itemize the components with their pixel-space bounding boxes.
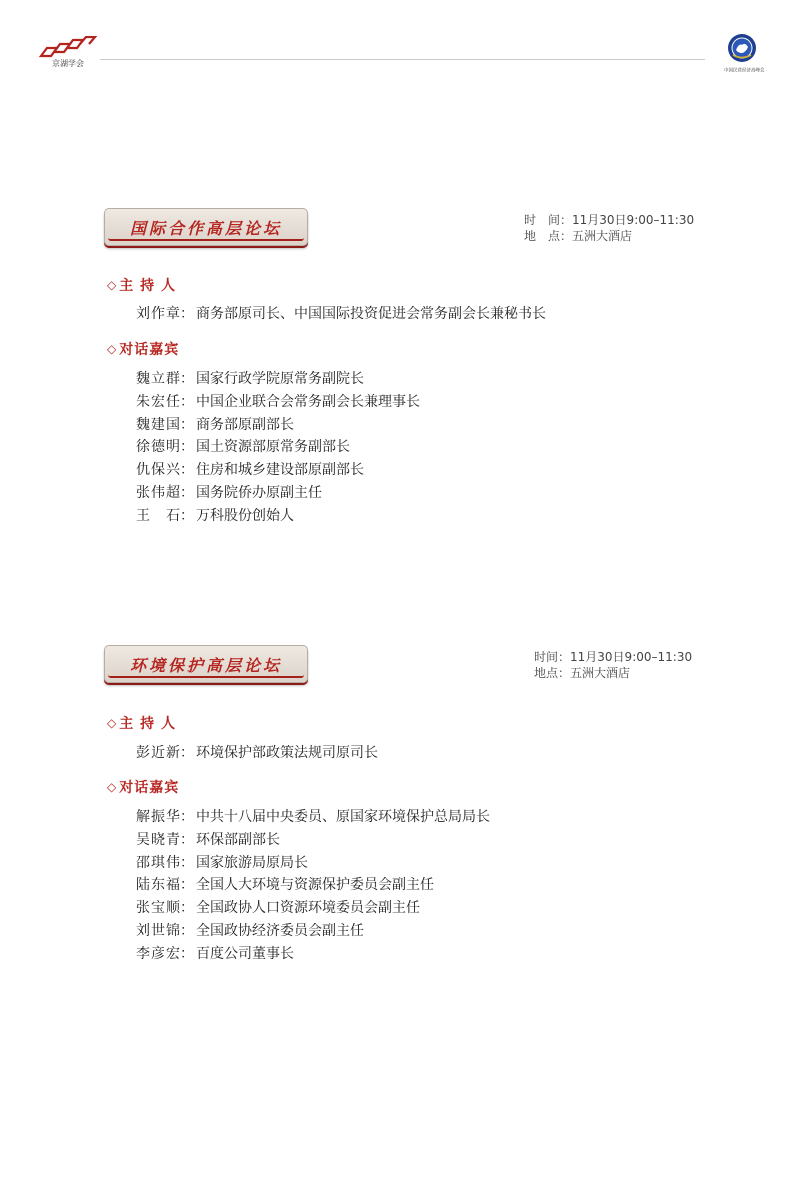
time-label: 时间： xyxy=(534,650,571,664)
forum-title: 国际合作高层论坛 xyxy=(129,218,282,238)
person-title: 中共十八届中央委员、原国家环境保护总局局长 xyxy=(196,809,490,825)
person-title: 国家旅游局原局长 xyxy=(196,854,308,871)
place-label: 地 点： xyxy=(524,229,573,243)
person-title: 国家行政学院原常务副院长 xyxy=(196,371,364,387)
person-name: 魏立群 xyxy=(136,371,180,387)
forum-meta xyxy=(524,212,694,244)
person-name: 王石 xyxy=(136,507,180,524)
guest-list xyxy=(136,806,490,966)
place-row xyxy=(524,228,694,244)
host-heading xyxy=(107,713,176,733)
person-name: 张宝顺 xyxy=(136,900,180,917)
list-item: 张宝顺 ： 全国政协人口资源环境委员会副主任 xyxy=(136,897,490,920)
guest-list xyxy=(136,368,420,528)
list-item: 彭近新 ： 环境保护部政策法规司原司长 xyxy=(136,742,378,765)
person-title: 商务部原司长、中国国际投资促进会常务副会长兼秘书长 xyxy=(196,306,546,322)
person-title: 商务部原副部长 xyxy=(196,416,294,433)
guests-heading xyxy=(107,777,179,797)
forum-title-banner xyxy=(104,645,308,683)
place-row xyxy=(534,665,692,681)
organizer-logo-icon xyxy=(38,36,98,72)
person-name: 刘世锦 xyxy=(136,922,180,939)
host-heading xyxy=(107,275,176,295)
list-item: 王石 ： 万科股份创始人 xyxy=(136,505,420,528)
diamond-icon: ◇ xyxy=(107,780,117,794)
person-name: 陆东福 xyxy=(136,877,180,894)
list-item: 陆东福 ： 全国人大环境与资源保护委员会副主任 xyxy=(136,874,490,897)
person-name: 仇保兴 xyxy=(136,462,180,479)
diamond-icon: ◇ xyxy=(107,278,117,292)
person-name: 刘作章 xyxy=(136,306,180,322)
association-emblem xyxy=(722,33,765,77)
host-heading-text: 主 持 人 xyxy=(119,716,176,732)
person-name: 邵琪伟 xyxy=(136,854,180,871)
forum-meta xyxy=(534,649,692,681)
person-name: 魏建国 xyxy=(136,416,180,433)
person-title: 全国人大环境与资源保护委员会副主任 xyxy=(196,877,434,894)
person-name: 朱宏任 xyxy=(136,393,180,410)
list-item: 吴晓青 ： 环保部副部长 xyxy=(136,829,490,852)
list-item: 魏建国 ： 商务部原副部长 xyxy=(136,414,420,437)
person-name: 李彦宏 xyxy=(136,945,180,962)
time-value: 11月30日9:00–11:30 xyxy=(572,213,695,227)
association-emblem-icon xyxy=(727,33,757,63)
list-item: 解振华 ： 中共十八届中央委员、原国家环境保护总局局长 xyxy=(136,806,490,829)
person-title: 万科股份创始人 xyxy=(196,507,294,524)
association-caption: 中国民营经济高峰会 xyxy=(724,68,765,74)
list-item: 张伟超 ： 国务院侨办原副主任 xyxy=(136,482,420,505)
person-title: 国务院侨办原副主任 xyxy=(196,484,322,501)
person-title: 环保部副部长 xyxy=(196,831,280,848)
person-name: 徐德明 xyxy=(136,439,180,456)
forum-title: 环境保护高层论坛 xyxy=(129,655,282,675)
list-item: 刘作章 ： 商务部原司长、中国国际投资促进会常务副会长兼秘书长 xyxy=(136,303,546,326)
host-list xyxy=(136,742,378,765)
list-item: 魏立群 ： 国家行政学院原常务副院长 xyxy=(136,368,420,391)
list-item: 刘世锦 ： 全国政协经济委员会副主任 xyxy=(136,920,490,943)
person-title: 国土资源部原常务副部长 xyxy=(196,439,350,456)
forum-title-banner xyxy=(104,208,308,246)
person-name: 解振华 xyxy=(136,809,180,825)
list-item: 邵琪伟 ： 国家旅游局原局长 xyxy=(136,852,490,875)
place-value: 五洲大酒店 xyxy=(572,229,633,243)
guests-heading-text: 对话嘉宾 xyxy=(119,780,180,796)
header-divider xyxy=(100,59,705,60)
guests-heading xyxy=(107,339,179,359)
person-title: 全国政协人口资源环境委员会副主任 xyxy=(196,900,420,917)
person-name: 吴晓青 xyxy=(136,831,180,848)
list-item: 徐德明 ： 国土资源部原常务副部长 xyxy=(136,436,420,459)
person-title: 环境保护部政策法规司原司长 xyxy=(196,745,378,761)
host-heading-text: 主 持 人 xyxy=(119,278,176,294)
list-item: 朱宏任 ： 中国企业联合会常务副会长兼理事长 xyxy=(136,391,420,414)
diamond-icon: ◇ xyxy=(107,716,117,730)
place-value: 五洲大酒店 xyxy=(570,666,631,680)
person-name: 彭近新 xyxy=(136,745,180,761)
diamond-icon: ◇ xyxy=(107,342,117,356)
guests-heading-text: 对话嘉宾 xyxy=(119,342,180,358)
place-label: 地点： xyxy=(534,666,571,680)
time-row xyxy=(524,212,694,228)
person-title: 中国企业联合会常务副会长兼理事长 xyxy=(196,393,420,410)
time-value: 11月30日9:00–11:30 xyxy=(570,650,693,664)
time-label: 时 间： xyxy=(524,213,573,227)
person-title: 全国政协经济委员会副主任 xyxy=(196,922,364,939)
person-name: 张伟超 xyxy=(136,484,180,501)
list-item: 李彦宏 ： 百度公司董事长 xyxy=(136,943,490,966)
host-list xyxy=(136,303,546,326)
list-item: 仇保兴 ： 住房和城乡建设部原副部长 xyxy=(136,459,420,482)
person-title: 百度公司董事长 xyxy=(196,945,294,962)
time-row xyxy=(534,649,692,665)
organizer-logo-text: 京湖学会 xyxy=(52,59,84,68)
person-title: 住房和城乡建设部原副部长 xyxy=(196,462,364,479)
